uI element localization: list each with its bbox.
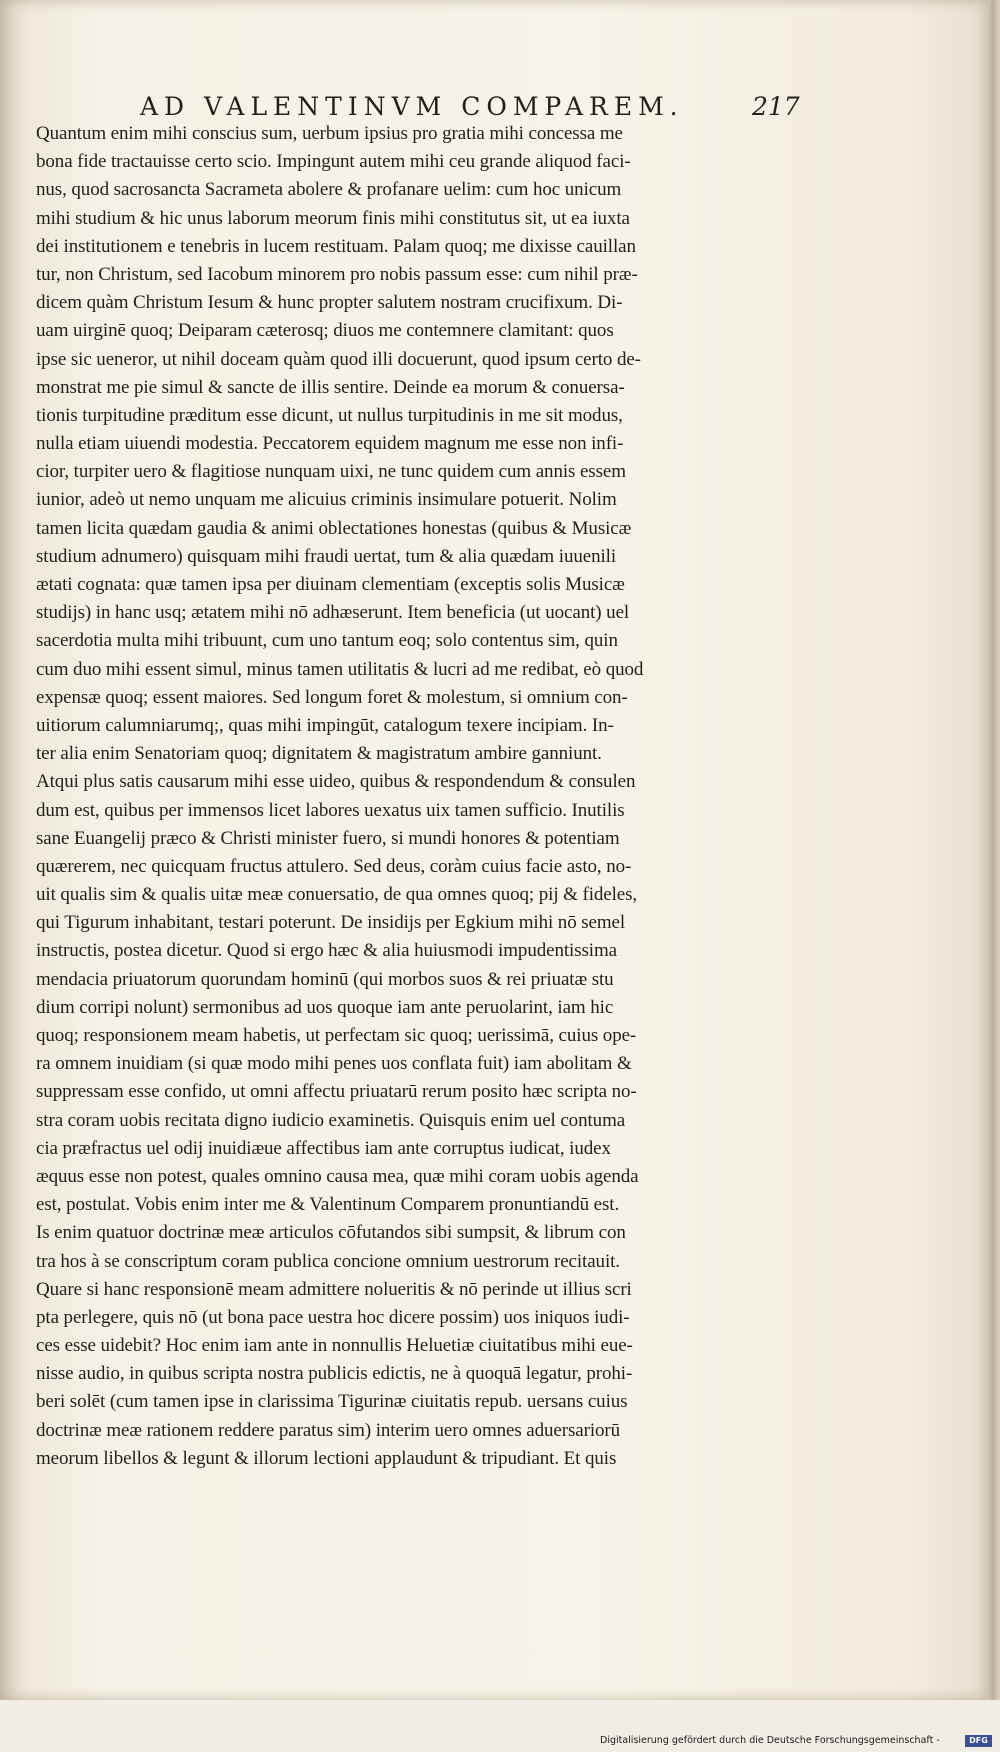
running-title: AD VALENTINVM COMPAREM. — [140, 92, 684, 121]
text-line: nisse audio, in quibus scripta nostra publicis edictis, ne à quoquā legatur, prohi- — [36, 1363, 633, 1385]
dfg-logo: DFG — [965, 1735, 992, 1747]
text-line: ipse sic ueneror, ut nihil doceam quàm quod illi docuerunt, quod ipsum certo de- — [36, 348, 641, 370]
text-line: ætati cognata: quæ tamen ipsa per diuinam clementiam (exceptis solis Musicæ — [36, 574, 625, 595]
text-line: uitiorum calumniarumq;, quas mihi impingūt, catalogum texere incipiam. In- — [36, 714, 614, 736]
text-line: sacerdotia multa mihi tribuunt, cum uno tantum eoq; solo contentus sim, quin — [36, 630, 618, 652]
text-line: cia præfractus uel odij inuidiæue affectibus iam ante corruptus iudicat, iudex — [36, 1137, 611, 1159]
text-line: nus, quod sacrosancta Sacrameta abolere & profanare uelim: cum hoc unicum — [36, 179, 622, 201]
text-line: ces esse uidebit? Hoc enim iam ante in nonnullis Heluetiæ ciuitatibus mihi eue- — [36, 1335, 633, 1357]
text-line: Is enim quatuor doctrinæ meæ articulos cōfutandos sibi sumpsit, & librum con — [36, 1222, 626, 1244]
text-line: æquus esse non potest, quales omnino causa mea, quæ mihi coram uobis agenda — [36, 1165, 639, 1187]
text-line: meorum libellos & legunt & illorum lectioni applaudunt & tripudiant. Et quis — [36, 1447, 617, 1469]
text-line: stra coram uobis recitata digno iudicio examinetis. Quisquis enim uel contuma — [36, 1109, 626, 1131]
text-line: uit qualis sim & qualis uitæ meæ conuersatio, de qua omnes quoq; pij & fideles, — [36, 884, 638, 906]
text-line: est, postulat. Vobis enim inter me & Valentinum Comparem pronuntiandū est. — [36, 1194, 620, 1216]
text-line: Quantum enim mihi conscius sum, uerbum ipsius pro gratia mihi concessa me — [36, 123, 623, 144]
text-line: bona fide tractauisse certo scio. Impingunt autem mihi ceu grande aliquod faci- — [36, 151, 631, 173]
text-line: studijs) in hanc usq; ætatem mihi nō adhæserunt. Item beneficia (ut uocant) uel — [36, 602, 630, 624]
text-line: mendacia priuatorum quorundam hominū (qui morbos suos & rei priuatæ stu — [36, 968, 614, 990]
text-line: expensæ quoq; essent maiores. Sed longum foret & molestum, si omnium con- — [36, 686, 628, 708]
text-line: tur, non Christum, sed Iacobum minorem pro nobis passum esse: cum nihil præ- — [36, 263, 638, 285]
text-line: Atqui plus satis causarum mihi esse uideo, quibus & respondendum & consulen — [36, 771, 636, 793]
text-line: ter alia enim Senatoriam quoq; dignitatem & magistratum ambire ganniunt. — [36, 743, 602, 765]
text-line: quærerem, nec quicquam fructus attulero. Sed deus, coràm cuius facie asto, no- — [36, 855, 632, 877]
text-line: dicem quàm Christum Iesum & hunc propter salutem nostram crucifixum. Di- — [36, 292, 623, 314]
text-line: quoq; responsionem meam habetis, ut perfectam sic quoq; uerissimā, cuius ope- — [36, 1025, 637, 1046]
text-line: uam uirginē quoq; Deiparam cæterosq; diuos me contemnere clamitant: quos — [36, 320, 614, 342]
text-line: Quare si hanc responsionē meam admittere nolueritis & nō perinde ut illius scri — [36, 1278, 632, 1300]
text-line: sane Euangelij præco & Christi minister fuero, si mundi honores & potentiam — [36, 827, 620, 849]
body-text — [36, 120, 806, 1473]
text-line: pta perlegere, quis nō (ut bona pace uestra hoc dicere possim) uos iniquos iudi- — [36, 1306, 630, 1328]
text-line: nulla etiam uiuendi modestia. Peccatorem equidem magnum me esse non infi- — [36, 433, 624, 455]
page-number: 217 — [752, 92, 800, 121]
text-line: dium corripi nolunt) sermonibus ad uos quoque iam ante peruolarint, iam hic — [36, 996, 614, 1018]
text-line: qui Tigurum inhabitant, testari poterunt. De insidijs per Egkium mihi nō semel — [36, 912, 626, 934]
text-line: tionis turpitudine præditum esse dicunt, ut nullus turpitudinis in me sit modus, — [36, 404, 623, 426]
text-line: beri solēt (cum tamen ipse in clarissima Tigurinæ ciuitatis repub. uersans cuius — [36, 1391, 628, 1413]
text-line: dei institutionem e tenebris in lucem restituam. Palam quoq; me dixisse cauillan — [36, 235, 636, 257]
text-line: tamen licita quædam gaudia & animi oblectationes honestas (quibus & Musicæ — [36, 517, 632, 539]
text-line: suppressam esse confido, ut omni affectu priuatarū rerum posito hæc scripta no- — [36, 1081, 637, 1103]
text-line: tra hos à se conscriptum coram publica concione omnium uestrorum recitauit. — [36, 1250, 620, 1272]
text-line: iunior, adeò ut nemo unquam me alicuius criminis insimulare potuerit. Nolim — [36, 489, 617, 511]
text-line: ra omnem inuidiam (si quæ modo mihi penes uos conflata fuit) iam abolitam & — [36, 1053, 632, 1075]
text-line: doctrinæ meæ rationem reddere paratus sim) interim uero omnes aduersariorū — [36, 1419, 621, 1441]
text-line: monstrat me pie simul & sancte de illis sentire. Deinde ea morum & conuersa- — [36, 376, 625, 398]
text-line: cior, turpiter uero & flagitiose nunquam uixi, ne tunc quidem cum annis essem — [36, 461, 626, 483]
text-line: studium adnumero) quisquam mihi fraudi uertat, tum & alia quædam iuuenili — [36, 545, 617, 567]
text-line: instructis, postea dicetur. Quod si ergo hæc & alia huiusmodi impudentissima — [36, 940, 617, 962]
page-edge — [988, 0, 1000, 1700]
text-line: dum est, quibus per immensos licet labores uexatus uix tamen sufficio. Inutilis — [36, 799, 625, 821]
text-line: cum duo mihi essent simul, minus tamen utilitatis & lucri ad me redibat, eò quod — [36, 658, 644, 680]
text-line: mihi studium & hic unus laborum meorum finis mihi constitutus sit, ut ea iuxta — [36, 207, 630, 229]
digitization-credit: Digitalisierung gefördert durch die Deutsche Forschungsgemeinschaft - — [600, 1735, 940, 1746]
